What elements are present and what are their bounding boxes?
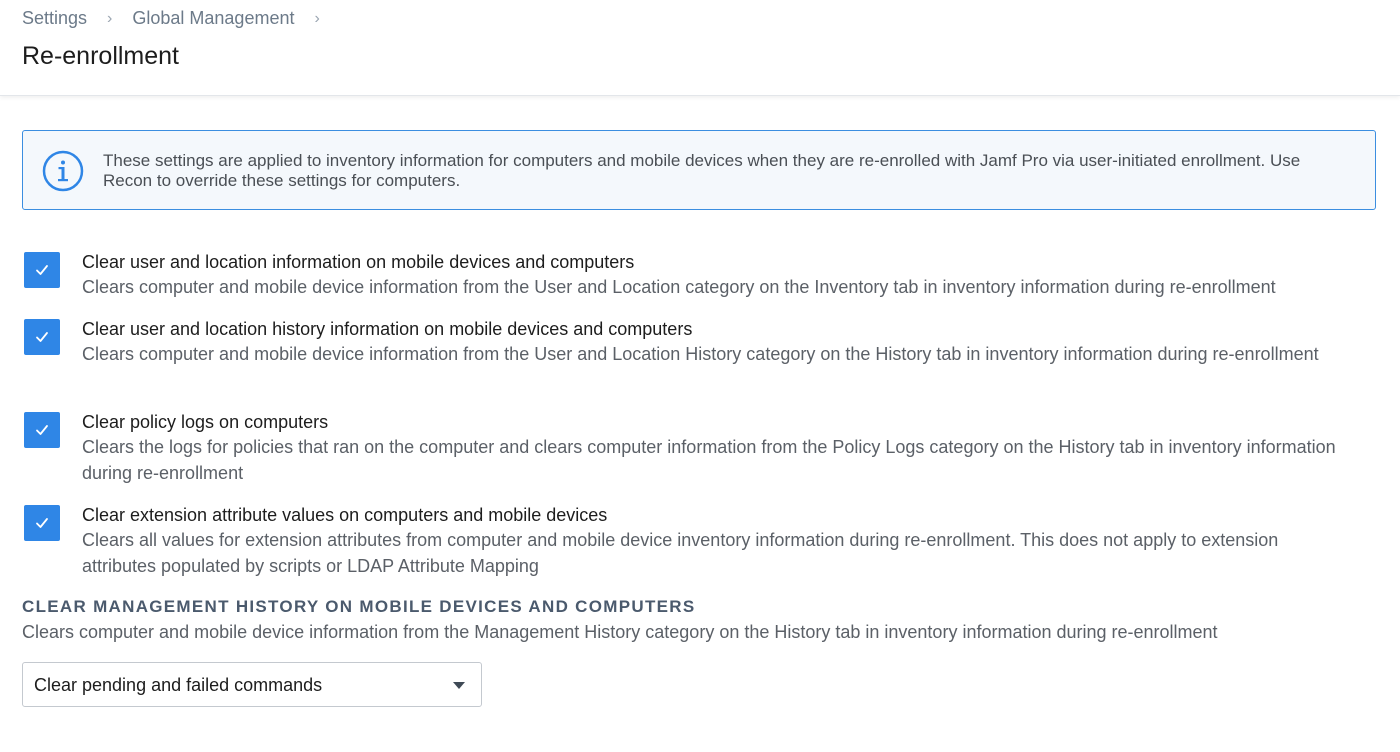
breadcrumb-global-management[interactable]: Global Management [132, 8, 295, 28]
checkbox-clear-extension-attributes[interactable] [24, 505, 60, 541]
option-label: Clear user and location history information on mobile devices and computers [82, 319, 693, 339]
checkbox-clear-user-location-history[interactable] [24, 319, 60, 355]
chevron-right-icon: › [314, 9, 320, 27]
breadcrumb-settings[interactable]: Settings [22, 8, 88, 28]
checkmark-icon [35, 330, 49, 344]
info-icon [42, 150, 84, 192]
option-label: Clear user and location information on mobile devices and computers [82, 252, 635, 272]
option-description: Clears all values for extension attributes from computer and mobile device inventory information during re-enrollment. This does not apply to extension attributes populated by scripts or LDAP Attribute Mapping [82, 530, 1279, 576]
checkbox-clear-user-location[interactable] [24, 252, 60, 288]
page-title: Re-enrollment [22, 42, 180, 70]
option-label: Clear policy logs on computers [82, 412, 329, 432]
management-history-select[interactable] [22, 662, 482, 707]
caret-down-icon [453, 682, 465, 689]
checkmark-icon [35, 516, 49, 530]
info-banner [22, 130, 1376, 210]
management-history-heading: CLEAR MANAGEMENT HISTORY ON MOBILE DEVICES AND COMPUTERS [22, 597, 696, 616]
info-text: These settings are applied to inventory information for computers and mobile devices when they are re-enrolled with Jamf Pro via user-initiated enrollment. Use Recon to override these settings for computers. [103, 151, 1301, 190]
option-description: Clears computer and mobile device information from the User and Location category on the Inventory tab in inventory information during re-enrollment [82, 277, 1276, 297]
chevron-right-icon: › [107, 9, 113, 27]
management-history-description: Clears computer and mobile device information from the Management History category on the History tab in inventory information during re-enrollment [22, 622, 1218, 642]
select-value: Clear pending and failed commands [34, 675, 323, 695]
checkmark-icon [35, 423, 49, 437]
option-label: Clear extension attribute values on computers and mobile devices [82, 505, 608, 525]
checkmark-icon [35, 263, 49, 277]
checkbox-clear-policy-logs[interactable] [24, 412, 60, 448]
option-description: Clears the logs for policies that ran on the computer and clears computer information from the Policy Logs category on the History tab in inventory information during re-enrollment [82, 437, 1336, 483]
breadcrumb [22, 8, 340, 29]
option-description: Clears computer and mobile device information from the User and Location History category on the History tab in inventory information during re-enrollment [82, 344, 1319, 364]
page-header [0, 0, 1400, 96]
